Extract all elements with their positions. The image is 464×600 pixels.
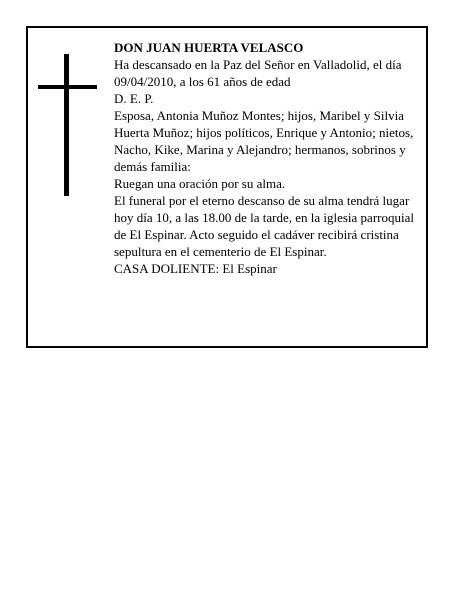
deceased-name: DON JUAN HUERTA VELASCO [114, 40, 304, 55]
prayer-request: Ruegan una oración por su alma. [114, 176, 286, 191]
latin-cross-icon [38, 54, 98, 196]
cross-vertical-bar [64, 54, 69, 196]
rest-in-peace: D. E. P. [114, 91, 154, 106]
death-statement: Ha descansado en la Paz del Señor en Valladolid, el día 09/04/2010, a los 61 años de edad [114, 57, 402, 89]
funeral-info: El funeral por el eterno descanso de su alma tendrá lugar hoy día 10, a las 18.00 de la tarde, en la iglesia parroquial de El Espinar. Acto seguido el cadáver recibirá cristina sepultura en el cementerio de El Espinar. [114, 193, 414, 259]
mourning-house: CASA DOLIENTE: El Espinar [114, 261, 277, 276]
obituary-text [114, 39, 422, 277]
family-list: Esposa, Antonia Muñoz Montes; hijos, Maribel y Silvia Huerta Muñoz; hijos políticos, Enrique y Antonio; nietos, Nacho, Kike, Marina y Alejandro; hermanos, sobrinos y demás familia: [114, 108, 414, 174]
cross-horizontal-bar [38, 85, 97, 89]
